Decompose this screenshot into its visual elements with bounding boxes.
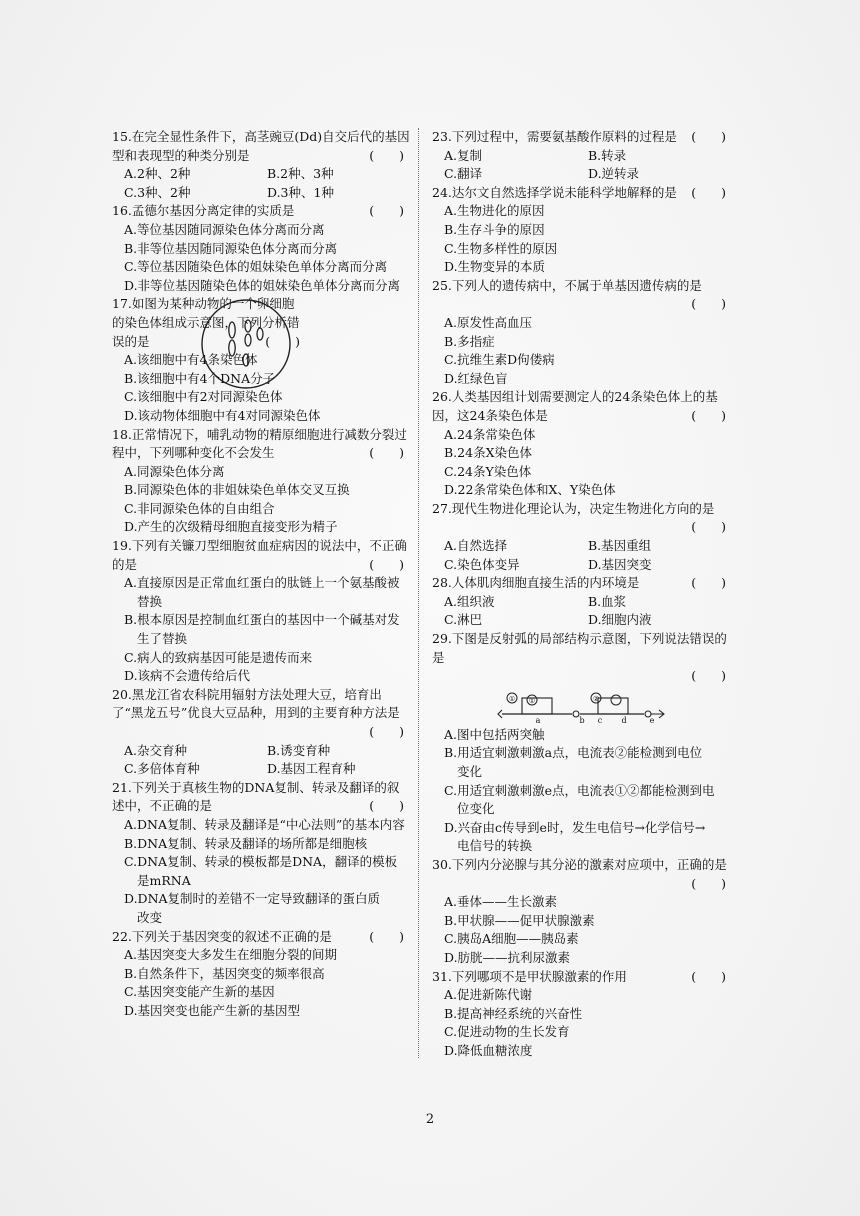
q31-option-b: B.提高神经系统的兴奋性 — [444, 1005, 583, 1021]
q25-option-a: A.原发性高血压 — [444, 314, 533, 330]
q26-option-b: B.24条X染色体 — [444, 445, 532, 461]
q29-option-b-cont: 变化 — [457, 764, 483, 779]
q22-option-c: C.基因突变能产生新的基因 — [124, 984, 275, 1000]
q19-stem: 19.下列有关镰刀型细胞贫血症病因的说法中，不正确的是 ( ) — [112, 538, 407, 572]
q29-option-d: D.兴奋由c传导到e时，发生电信号→化学信号→ — [444, 819, 706, 835]
q28-stem: 28.人体肌肉细胞直接生活的内环境是 ( ) — [432, 575, 726, 591]
q18-option-a: A.同源染色体分离 — [124, 463, 225, 479]
q30-option-d: D.肪胱——抗利尿激素 — [444, 949, 571, 965]
q21-option-c: C.DNA复制、转录的模板都是DNA，翻译的模板 — [124, 854, 398, 870]
q26-option-d: D.22条常染色体和X、Y染色体 — [444, 482, 616, 498]
q30-option-c: C.胰岛A细胞——胰岛素 — [444, 931, 579, 947]
q30-option-a: A.垂体——生长激素 — [444, 894, 558, 910]
q16-option-a: A.等位基因随同源染色体分离而分离 — [124, 221, 325, 237]
q19-option-c: C.病人的致病基因可能是遗传而来 — [124, 649, 313, 665]
q25-stem: 25.下列人的遗传病中，不属于单基因遗传病的是 — [432, 277, 702, 293]
q19-option-d: D.该病不会遗传给后代 — [124, 668, 251, 684]
q24-option-d: D.生物变异的本质 — [444, 259, 546, 275]
q24-stem: 24.达尔文自然选择学说未能科学地解释的是 ( ) — [432, 184, 726, 200]
q20-stem: 20.黑龙江省农科院用辐射方法处理大豆，培育出了“黑龙五号”优良大豆品种，用到的主要育种方法是 — [112, 686, 400, 721]
q16-stem: 16.孟德尔基因分离定律的实质是 ( ) — [112, 203, 404, 219]
q22-option-d: D.基因突变也能产生新的基因型 — [124, 1002, 301, 1018]
q27-stem: 27.现代生物进化理论认为，决定生物进化方向的是 — [432, 500, 715, 516]
q23-option-d: D.逆转录 — [588, 166, 640, 182]
q21-option-b: B.DNA复制、转录及翻译的场所都是细胞核 — [124, 835, 368, 851]
q31-option-d: D.降低血糖浓度 — [444, 1042, 533, 1058]
q18-stem: 18.正常情况下，哺乳动物的精原细胞进行减数分裂过程中，下列哪种变化不会发生 ( ) — [112, 426, 407, 461]
q21-option-d: D.DNA复制时的差错不一定导致翻译的蛋白质 — [124, 891, 381, 907]
q16-option-b: B.非等位基因随同源染色体分离而分离 — [124, 240, 338, 256]
q30-option-b: B.甲状腺——促甲状腺激素 — [444, 912, 595, 928]
q28-option-d: D.细胞内液 — [588, 612, 652, 628]
q15-option-a: A.2种、2种 — [124, 166, 191, 182]
reflex-arc-figure — [488, 690, 668, 724]
question-23 — [432, 128, 732, 184]
q27-bracket: ( ) — [691, 519, 726, 535]
q21-option-a: A.DNA复制、转录及翻译是“中心法则”的基本内容 — [124, 816, 405, 832]
q15-stem: 15.在完全显性条件下，高茎豌豆(Dd)自交后代的基因型和表现型的种类分别是 ( ) — [112, 129, 410, 163]
q17-stem: 17.如图为某种动物的一个卵细胞的染色体组成示意图，下列分析错误的是 — [112, 296, 300, 349]
q17-option-b: B.该细胞中有4个DNA分子 — [124, 370, 276, 386]
q20-bracket: ( ) — [369, 724, 404, 739]
q17-option-d: D.该动物体细胞中有4对同源染色体 — [124, 407, 321, 423]
q29-bracket: ( ) — [691, 668, 726, 684]
q28-option-c: C.淋巴 — [444, 612, 483, 628]
q23-option-a: A.复制 — [444, 147, 483, 163]
question-28 — [432, 574, 732, 630]
question-15 — [112, 128, 410, 202]
left-column — [112, 128, 410, 1021]
question-27 — [432, 500, 732, 574]
q22-option-b: B.自然条件下，基因突变的频率很高 — [124, 965, 325, 981]
q29-option-a: A.图中包括两突触 — [444, 726, 545, 742]
q26-option-c: C.24条Y染色体 — [444, 463, 532, 479]
q17-option-c: C.该细胞中有2对同源染色体 — [124, 389, 283, 405]
question-16 — [112, 202, 410, 295]
fig-label-c: c — [597, 715, 603, 724]
q31-option-a: A.促进新陈代谢 — [444, 987, 533, 1003]
question-25 — [432, 277, 732, 389]
fig-label-a: a — [535, 715, 541, 724]
q25-option-d: D.红绿色盲 — [444, 370, 508, 386]
q29-option-d-cont: 电信号的转换 — [457, 838, 533, 854]
question-30 — [432, 856, 732, 968]
q29-option-b: B.用适宜刺激刺激a点，电流表②能检测到电位 — [444, 745, 703, 761]
q29-option-c-cont: 位变化 — [457, 801, 495, 817]
q15-option-b: B.2种、3种 — [267, 166, 334, 182]
fig-label-1: ① — [508, 694, 516, 703]
q26-option-a: A.24条常染色体 — [444, 426, 536, 442]
q20-option-b: B.诱变育种 — [267, 742, 331, 758]
q22-stem: 22.下列关于基因突变的叙述不正确的是 ( ) — [112, 928, 404, 944]
right-column — [432, 128, 732, 1061]
q21-option-d-cont: 改变 — [137, 909, 163, 925]
q28-option-b: B.血浆 — [588, 593, 627, 609]
q28-option-a: A.组织液 — [444, 593, 495, 609]
q27-option-b: B.基因重组 — [588, 538, 652, 554]
q15-option-c: C.3种、2种 — [124, 184, 191, 200]
q26-stem: 26.人类基因组计划需要测定人的24条染色体上的基因，这24条染色体是 ( ) — [432, 389, 726, 423]
question-26 — [432, 388, 732, 500]
fig-label-d: d — [621, 715, 627, 724]
q19-option-b: B.根本原因是控制血红蛋白的基因中一个碱基对发 — [124, 612, 400, 628]
question-29 — [432, 630, 732, 856]
q19-option-a: A.直接原因是正常血红蛋白的肽链上一个氨基酸被 — [124, 575, 400, 591]
question-20 — [112, 686, 410, 779]
q16-option-d: D.非等位基因随染色体的姐妹染色单体分离而分离 — [124, 277, 401, 293]
page-number: 2 — [425, 1112, 435, 1127]
column-divider — [418, 128, 419, 1058]
q19-option-b-cont: 生了替换 — [137, 631, 188, 647]
question-31 — [432, 968, 732, 1061]
q17-option-a: A.该细胞中有4条染色体 — [124, 352, 258, 368]
q23-option-b: B.转录 — [588, 147, 627, 163]
q31-stem: 31.下列哪项不是甲状腺激素的作用 ( ) — [432, 968, 726, 984]
q18-option-c: C.非同源染色体的自由组合 — [124, 500, 275, 516]
q23-option-c: C.翻译 — [444, 166, 483, 182]
q27-option-d: D.基因突变 — [588, 556, 652, 572]
q17-bracket: ( ) — [265, 333, 300, 349]
question-18 — [112, 426, 410, 538]
q30-stem: 30.下列内分泌腺与其分泌的激素对应项中，正确的是 — [432, 856, 727, 872]
q30-bracket: ( ) — [691, 875, 726, 891]
fig-label-2: ② — [592, 694, 600, 703]
q18-option-b: B.同源染色体的非姐妹染色单体交叉互换 — [124, 482, 350, 498]
q31-option-c: C.促进动物的生长发育 — [444, 1024, 570, 1040]
q25-bracket: ( ) — [691, 296, 726, 312]
q20-option-d: D.基因工程育种 — [267, 761, 356, 777]
q23-stem: 23.下列过程中，需要氨基酸作原料的过程是 ( ) — [432, 129, 726, 144]
question-22 — [112, 928, 410, 1021]
fig-label-e: e — [649, 715, 655, 724]
q19-option-a-cont: 替换 — [137, 593, 163, 609]
fig-label-1b: ① — [528, 696, 536, 705]
question-21 — [112, 779, 410, 928]
q21-stem: 21.下列关于真核生物的DNA复制、转录及翻译的叙述中，不正确的是 ( ) — [112, 779, 404, 814]
q20-option-a: A.杂交育种 — [124, 742, 188, 758]
q22-option-a: A.基因突变大多发生在细胞分裂的间期 — [124, 947, 338, 963]
q24-option-a: A.生物进化的原因 — [444, 203, 545, 219]
q16-option-c: C.等位基因随染色体的姐妹染色单体分离而分离 — [124, 259, 388, 275]
q15-option-d: D.3种、1种 — [267, 184, 334, 200]
q29-stem: 29.下图是反射弧的局部结构示意图，下列说法错误的是 — [432, 631, 727, 665]
q25-option-b: B.多指症 — [444, 333, 495, 349]
q29-option-c: C.用适宜刺激刺激e点，电流表①②都能检测到电 — [444, 782, 715, 798]
fig-label-b: b — [579, 715, 585, 724]
q24-option-c: C.生物多样性的原因 — [444, 240, 558, 256]
q21-option-c-cont: 是mRNA — [137, 872, 191, 888]
question-19 — [112, 537, 410, 686]
q27-option-c: C.染色体变异 — [444, 556, 520, 572]
egg-cell-chromosome-figure — [198, 296, 294, 392]
q25-option-c: C.抗维生素D佝偻病 — [444, 352, 555, 368]
q18-option-d: D.产生的次级精母细胞直接变形为精子 — [124, 519, 338, 535]
q27-option-a: A.自然选择 — [444, 538, 508, 554]
q24-option-b: B.生存斗争的原因 — [444, 221, 545, 237]
question-24 — [432, 184, 732, 277]
q20-option-c: C.多倍体育种 — [124, 761, 200, 777]
